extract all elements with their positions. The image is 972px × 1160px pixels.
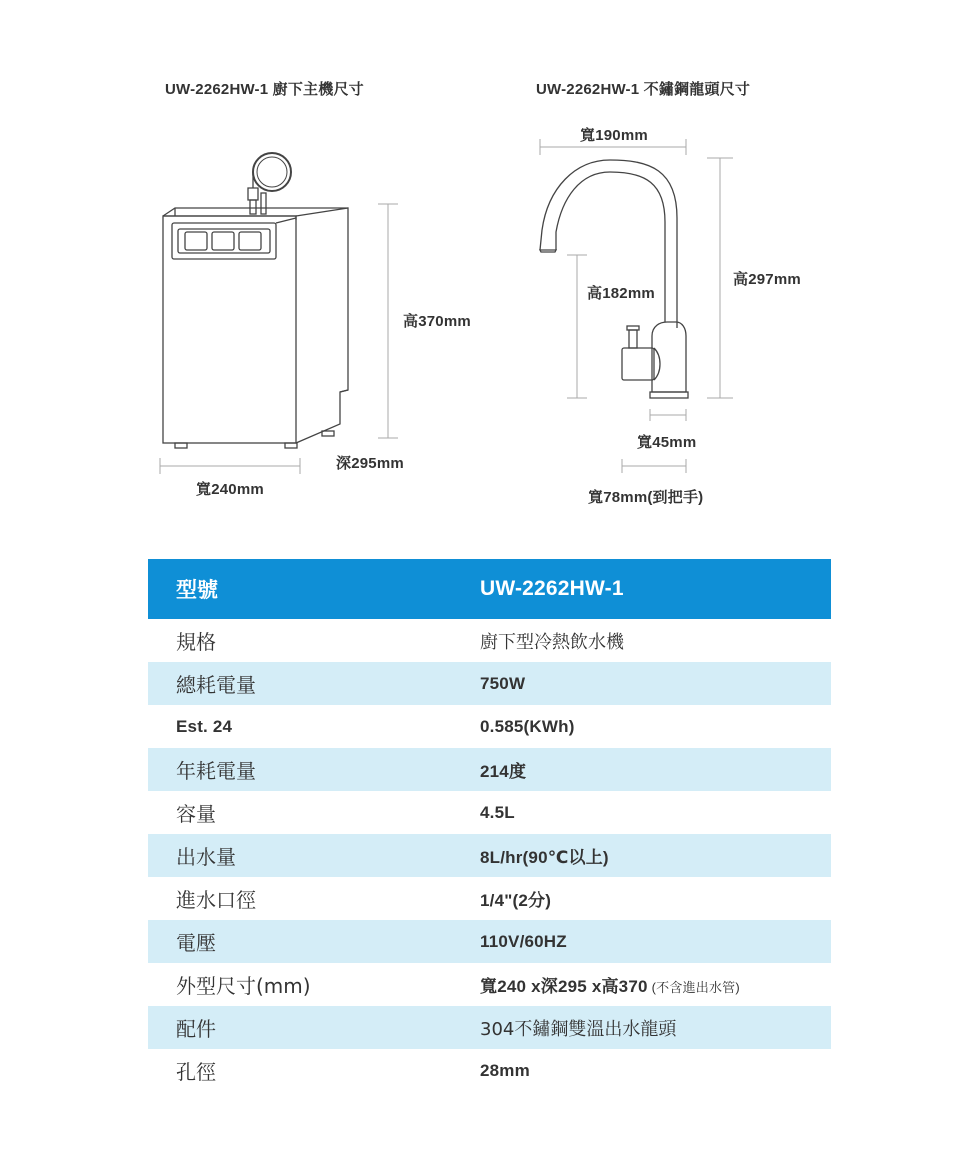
row-value	[480, 972, 831, 997]
faucet-dimension-lines	[540, 139, 733, 473]
table-row	[148, 834, 831, 877]
row-label: 總耗電量	[176, 673, 256, 697]
row-value: 110V/60HZ	[480, 931, 567, 951]
table-row	[148, 748, 831, 791]
row-label: Est. 24	[176, 716, 233, 736]
faucet-total-height-label: 高297mm	[733, 271, 801, 288]
dimensions-note: (不含進出水管)	[651, 980, 740, 995]
row-value: 廚下型冷熱飲水機	[480, 631, 624, 653]
table-row	[148, 791, 831, 834]
table-row	[148, 619, 831, 662]
row-value: 4.5L	[480, 802, 515, 822]
table-row	[148, 662, 831, 705]
faucet-width-top-label: 寬190mm	[580, 127, 648, 144]
unit-depth-label: 深295mm	[336, 455, 404, 472]
row-value: 214度	[480, 762, 527, 781]
row-label: 規格	[176, 630, 216, 654]
header-label: 型號	[176, 578, 218, 602]
row-label: 進水口徑	[176, 888, 256, 912]
header-value: UW-2262HW-1	[480, 577, 624, 600]
unit-height-label: 高370mm	[403, 313, 471, 330]
row-value: 8L/hr(90℃以上)	[480, 848, 609, 867]
table-row	[148, 963, 831, 1006]
table-row	[148, 705, 831, 748]
table-row	[148, 877, 831, 920]
unit-dimensions-title: UW-2262HW-1 廚下主機尺寸	[165, 81, 364, 98]
row-value: 1/4"(2分)	[480, 891, 552, 910]
under-sink-unit-drawing	[163, 153, 348, 448]
faucet-inner-height-label: 高182mm	[587, 285, 655, 302]
row-label: 孔徑	[176, 1060, 216, 1084]
unit-width-label: 寬240mm	[196, 481, 264, 498]
row-label: 年耗電量	[176, 759, 256, 783]
row-value: 750W	[480, 673, 526, 693]
faucet-dimensions-title: UW-2262HW-1 不鏽鋼龍頭尺寸	[536, 81, 751, 98]
table-row	[148, 920, 831, 963]
table-row	[148, 1049, 831, 1092]
row-label: 配件	[176, 1017, 216, 1041]
row-label: 電壓	[176, 931, 216, 955]
dimensions-value: 寬240 x深295 x高370	[480, 977, 648, 996]
row-label: 外型尺寸(mm)	[176, 974, 311, 998]
row-label: 容量	[176, 802, 216, 826]
row-value: 0.585(KWh)	[480, 716, 575, 736]
spec-table	[148, 559, 831, 1092]
row-label: 出水量	[176, 845, 236, 869]
row-value: 28mm	[480, 1060, 530, 1080]
spec-table-header	[148, 559, 831, 619]
unit-dimension-lines	[160, 204, 398, 474]
table-row	[148, 1006, 831, 1049]
faucet-base-width-label: 寬45mm	[637, 434, 697, 451]
product-drawings	[0, 0, 972, 540]
row-value: 304不鏽鋼雙溫出水龍頭	[480, 1018, 677, 1040]
faucet-handle-width-label: 寬78mm(到把手)	[588, 489, 704, 506]
faucet-drawing	[540, 160, 688, 398]
